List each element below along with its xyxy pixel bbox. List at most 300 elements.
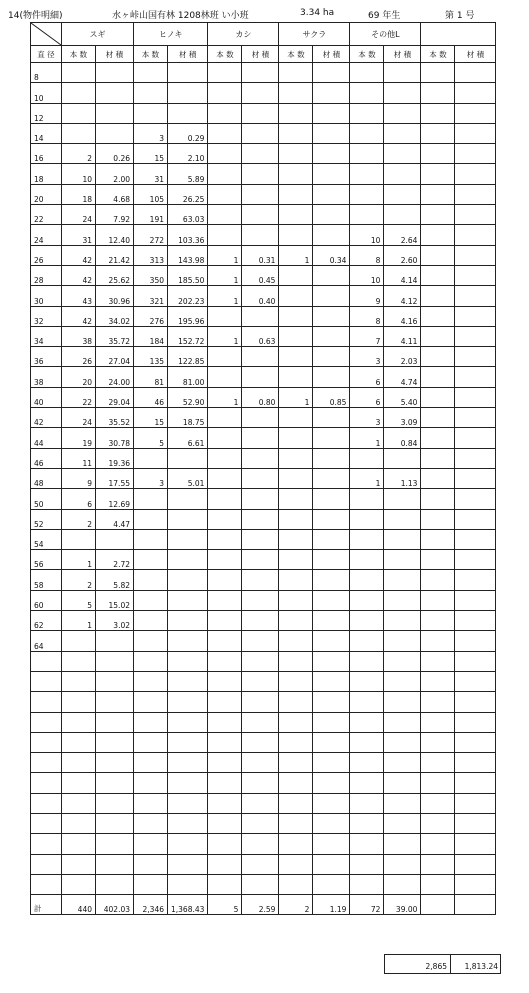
count-cell (421, 387, 455, 407)
count-header: 本 数 (62, 46, 96, 63)
diameter-cell: 62 (31, 611, 62, 631)
age-label: 69 年生 (368, 11, 401, 21)
volume-cell (242, 550, 279, 570)
count-cell (279, 326, 313, 346)
diameter-cell (31, 651, 62, 671)
table-row (31, 306, 496, 326)
count-cell (421, 245, 455, 265)
count-cell: 8 (350, 245, 384, 265)
volume-cell (384, 164, 421, 184)
table-row (31, 103, 496, 123)
count-cell (350, 631, 384, 651)
volume-cell (455, 793, 496, 813)
count-cell (279, 854, 313, 874)
volume-cell: 35.52 (96, 408, 134, 428)
volume-cell: 185.50 (168, 265, 208, 285)
volume-cell (313, 834, 350, 854)
count-cell (350, 611, 384, 631)
count-cell (350, 753, 384, 773)
corner-cell (31, 23, 62, 46)
count-cell (421, 793, 455, 813)
count-header: 本 数 (421, 46, 455, 63)
count-cell (62, 854, 96, 874)
count-cell (421, 753, 455, 773)
count-cell: 11 (62, 448, 96, 468)
count-cell (279, 550, 313, 570)
volume-cell (384, 509, 421, 529)
volume-cell: 0.84 (384, 428, 421, 448)
subheader-row (31, 46, 496, 63)
volume-cell (455, 326, 496, 346)
volume-cell (384, 651, 421, 671)
volume-cell (455, 83, 496, 103)
count-cell (62, 63, 96, 83)
volume-cell (455, 753, 496, 773)
diameter-cell: 32 (31, 306, 62, 326)
count-cell: 1 (62, 550, 96, 570)
count-cell (134, 834, 168, 854)
table-row (31, 631, 496, 651)
diameter-cell: 34 (31, 326, 62, 346)
volume-cell (455, 550, 496, 570)
count-cell: 1 (208, 326, 242, 346)
count-cell (208, 651, 242, 671)
tally-table (30, 22, 496, 915)
volume-cell: 5.89 (168, 164, 208, 184)
table-row (31, 83, 496, 103)
volume-cell (168, 651, 208, 671)
volume-cell (96, 793, 134, 813)
volume-cell: 15.02 (96, 590, 134, 610)
table-row (31, 205, 496, 225)
count-cell (62, 773, 96, 793)
table-row (31, 732, 496, 752)
volume-header: 材 積 (96, 46, 134, 63)
count-cell (279, 205, 313, 225)
count-cell (134, 712, 168, 732)
diameter-cell (31, 692, 62, 712)
diagonal-line (31, 23, 61, 45)
volume-cell (313, 753, 350, 773)
volume-cell (384, 671, 421, 691)
count-cell (421, 184, 455, 204)
volume-cell: 30.78 (96, 428, 134, 448)
volume-cell (384, 753, 421, 773)
count-cell (134, 854, 168, 874)
volume-cell (168, 671, 208, 691)
count-cell (208, 428, 242, 448)
count-cell (62, 83, 96, 103)
count-cell: 42 (62, 245, 96, 265)
count-cell (350, 103, 384, 123)
volume-cell (168, 489, 208, 509)
count-cell (279, 306, 313, 326)
total-cell: 1,368.43 (168, 895, 208, 915)
volume-cell (313, 692, 350, 712)
volume-cell (313, 428, 350, 448)
volume-cell (96, 103, 134, 123)
volume-cell (96, 529, 134, 549)
volume-cell (242, 164, 279, 184)
volume-cell (455, 367, 496, 387)
volume-cell: 18.75 (168, 408, 208, 428)
volume-cell (455, 692, 496, 712)
diameter-cell: 40 (31, 387, 62, 407)
volume-cell (96, 692, 134, 712)
volume-cell (96, 854, 134, 874)
diameter-cell: 42 (31, 408, 62, 428)
volume-cell: 4.14 (384, 265, 421, 285)
volume-cell: 195.96 (168, 306, 208, 326)
volume-cell: 2.64 (384, 225, 421, 245)
table-row (31, 813, 496, 833)
volume-cell (242, 570, 279, 590)
volume-cell (384, 813, 421, 833)
volume-cell: 0.63 (242, 326, 279, 346)
volume-cell (242, 671, 279, 691)
volume-cell (168, 874, 208, 894)
volume-cell (455, 408, 496, 428)
volume-cell (242, 408, 279, 428)
count-cell (421, 529, 455, 549)
table-row (31, 834, 496, 854)
volume-cell: 4.74 (384, 367, 421, 387)
volume-cell: 152.72 (168, 326, 208, 346)
volume-cell (455, 245, 496, 265)
count-cell (62, 692, 96, 712)
volume-cell (242, 103, 279, 123)
count-cell (134, 103, 168, 123)
species-header: その他L (350, 23, 421, 46)
volume-cell (168, 732, 208, 752)
volume-cell (384, 63, 421, 83)
count-cell (279, 732, 313, 752)
count-cell (279, 367, 313, 387)
table-row (31, 570, 496, 590)
grand-total-count: 2,865 (385, 955, 451, 973)
count-cell: 191 (134, 205, 168, 225)
count-cell (62, 529, 96, 549)
volume-cell (384, 874, 421, 894)
volume-cell (168, 103, 208, 123)
volume-cell (313, 793, 350, 813)
volume-cell (313, 326, 350, 346)
volume-cell (384, 611, 421, 631)
volume-cell (384, 590, 421, 610)
grand-total-box (384, 954, 501, 974)
volume-cell: 143.98 (168, 245, 208, 265)
count-cell: 6 (350, 367, 384, 387)
table-row (31, 651, 496, 671)
table-row (31, 671, 496, 691)
total-cell: 1.19 (313, 895, 350, 915)
count-cell (421, 123, 455, 143)
count-cell (208, 164, 242, 184)
table-row (31, 448, 496, 468)
table-row (31, 123, 496, 143)
count-cell (134, 489, 168, 509)
count-cell (208, 103, 242, 123)
table-row (31, 367, 496, 387)
count-cell (208, 813, 242, 833)
count-cell (421, 854, 455, 874)
count-cell (208, 692, 242, 712)
diameter-cell: 24 (31, 225, 62, 245)
count-cell: 38 (62, 326, 96, 346)
count-cell (208, 570, 242, 590)
volume-cell: 0.29 (168, 123, 208, 143)
volume-cell (384, 529, 421, 549)
count-cell (350, 184, 384, 204)
table-row (31, 347, 496, 367)
count-cell (279, 590, 313, 610)
count-cell (279, 468, 313, 488)
count-cell (279, 347, 313, 367)
diameter-cell: 56 (31, 550, 62, 570)
count-cell: 31 (134, 164, 168, 184)
total-cell: 72 (350, 895, 384, 915)
count-cell (208, 631, 242, 651)
volume-cell (455, 509, 496, 529)
volume-cell (242, 651, 279, 671)
count-cell (279, 570, 313, 590)
volume-cell (455, 529, 496, 549)
diameter-cell: 12 (31, 103, 62, 123)
count-cell: 3 (350, 408, 384, 428)
diameter-cell (31, 712, 62, 732)
count-cell (421, 570, 455, 590)
count-cell (350, 205, 384, 225)
diameter-cell (31, 813, 62, 833)
diameter-cell: 18 (31, 164, 62, 184)
count-cell (134, 550, 168, 570)
volume-cell: 0.45 (242, 265, 279, 285)
volume-cell (455, 205, 496, 225)
volume-cell (242, 428, 279, 448)
count-cell (279, 408, 313, 428)
count-cell (421, 306, 455, 326)
count-cell (208, 550, 242, 570)
volume-cell (96, 671, 134, 691)
volume-cell (384, 103, 421, 123)
volume-cell (168, 611, 208, 631)
volume-cell (455, 306, 496, 326)
diameter-cell: 60 (31, 590, 62, 610)
count-cell (208, 63, 242, 83)
count-cell (350, 529, 384, 549)
count-cell: 22 (62, 387, 96, 407)
count-cell: 1 (208, 265, 242, 285)
volume-cell (455, 144, 496, 164)
total-cell: 402.03 (96, 895, 134, 915)
count-header: 本 数 (208, 46, 242, 63)
count-cell (134, 773, 168, 793)
volume-cell (313, 205, 350, 225)
total-cell: 440 (62, 895, 96, 915)
count-cell: 1 (62, 611, 96, 631)
volume-cell (96, 732, 134, 752)
count-cell (421, 712, 455, 732)
table-row (31, 63, 496, 83)
total-cell: 2 (279, 895, 313, 915)
count-cell: 42 (62, 265, 96, 285)
volume-cell (313, 489, 350, 509)
diameter-cell: 26 (31, 245, 62, 265)
count-cell (421, 225, 455, 245)
volume-cell (384, 489, 421, 509)
count-cell (134, 874, 168, 894)
count-cell (62, 103, 96, 123)
volume-cell: 34.02 (96, 306, 134, 326)
count-cell (134, 813, 168, 833)
diameter-cell: 54 (31, 529, 62, 549)
volume-cell (168, 570, 208, 590)
count-cell (208, 448, 242, 468)
count-cell (279, 773, 313, 793)
count-cell (279, 225, 313, 245)
count-cell: 7 (350, 326, 384, 346)
volume-cell: 25.62 (96, 265, 134, 285)
count-cell (279, 671, 313, 691)
count-cell (208, 123, 242, 143)
count-cell (208, 854, 242, 874)
volume-cell (242, 347, 279, 367)
count-cell (279, 286, 313, 306)
volume-cell (242, 144, 279, 164)
count-cell: 350 (134, 265, 168, 285)
volume-cell (168, 854, 208, 874)
table-row (31, 773, 496, 793)
count-cell (208, 834, 242, 854)
diameter-cell: 46 (31, 448, 62, 468)
volume-cell: 103.36 (168, 225, 208, 245)
count-cell (208, 468, 242, 488)
count-cell (134, 529, 168, 549)
volume-cell (242, 732, 279, 752)
volume-cell (242, 631, 279, 651)
location-label: 水ヶ峠山国有林 1208林班 い小班 (112, 11, 249, 21)
volume-cell: 29.04 (96, 387, 134, 407)
count-cell (279, 631, 313, 651)
count-cell (421, 265, 455, 285)
count-cell: 9 (350, 286, 384, 306)
volume-cell: 0.31 (242, 245, 279, 265)
count-cell (350, 164, 384, 184)
count-cell: 1 (208, 387, 242, 407)
count-cell: 321 (134, 286, 168, 306)
volume-cell (455, 489, 496, 509)
volume-cell (313, 83, 350, 103)
volume-cell (455, 854, 496, 874)
count-cell: 184 (134, 326, 168, 346)
count-cell (350, 834, 384, 854)
volume-cell (313, 144, 350, 164)
count-cell (421, 408, 455, 428)
volume-cell (168, 529, 208, 549)
count-cell: 2 (62, 509, 96, 529)
count-cell: 18 (62, 184, 96, 204)
count-cell (350, 123, 384, 143)
count-cell (208, 184, 242, 204)
grand-total-volume: 1,813.24 (464, 962, 498, 971)
diameter-cell: 58 (31, 570, 62, 590)
volume-cell: 2.00 (96, 164, 134, 184)
count-cell (208, 306, 242, 326)
volume-cell: 63.03 (168, 205, 208, 225)
count-cell (421, 813, 455, 833)
diameter-cell: 30 (31, 286, 62, 306)
volume-cell (384, 854, 421, 874)
table-row (31, 408, 496, 428)
volume-cell (242, 306, 279, 326)
table-row (31, 692, 496, 712)
volume-cell (455, 671, 496, 691)
count-cell (208, 225, 242, 245)
count-cell (279, 753, 313, 773)
count-cell (350, 793, 384, 813)
count-cell (62, 753, 96, 773)
count-cell (421, 326, 455, 346)
table-row (31, 468, 496, 488)
volume-cell: 3.09 (384, 408, 421, 428)
diameter-cell: 14 (31, 123, 62, 143)
volume-cell: 17.55 (96, 468, 134, 488)
volume-cell (455, 732, 496, 752)
volume-cell (313, 570, 350, 590)
volume-cell: 0.85 (313, 387, 350, 407)
volume-cell: 4.16 (384, 306, 421, 326)
volume-cell (242, 834, 279, 854)
diameter-cell (31, 874, 62, 894)
volume-cell: 3.02 (96, 611, 134, 631)
count-header: 本 数 (350, 46, 384, 63)
count-cell (421, 468, 455, 488)
table-row (31, 144, 496, 164)
table-row (31, 712, 496, 732)
count-cell (134, 83, 168, 103)
count-cell (279, 874, 313, 894)
volume-cell: 4.12 (384, 286, 421, 306)
count-cell (134, 63, 168, 83)
volume-cell (455, 590, 496, 610)
volume-cell: 7.92 (96, 205, 134, 225)
count-cell: 19 (62, 428, 96, 448)
count-cell (279, 448, 313, 468)
volume-cell (242, 468, 279, 488)
volume-cell (242, 367, 279, 387)
count-cell: 24 (62, 408, 96, 428)
volume-cell (455, 570, 496, 590)
count-cell (279, 834, 313, 854)
volume-cell (168, 813, 208, 833)
table-row (31, 529, 496, 549)
volume-cell: 24.00 (96, 367, 134, 387)
volume-cell (313, 468, 350, 488)
volume-cell: 30.96 (96, 286, 134, 306)
volume-cell (242, 63, 279, 83)
count-cell: 26 (62, 347, 96, 367)
count-cell (62, 631, 96, 651)
count-cell: 10 (62, 164, 96, 184)
volume-cell (313, 164, 350, 184)
count-cell (421, 590, 455, 610)
count-cell (421, 509, 455, 529)
diameter-cell (31, 671, 62, 691)
count-cell (62, 712, 96, 732)
count-cell (134, 651, 168, 671)
count-cell: 135 (134, 347, 168, 367)
volume-cell (96, 63, 134, 83)
